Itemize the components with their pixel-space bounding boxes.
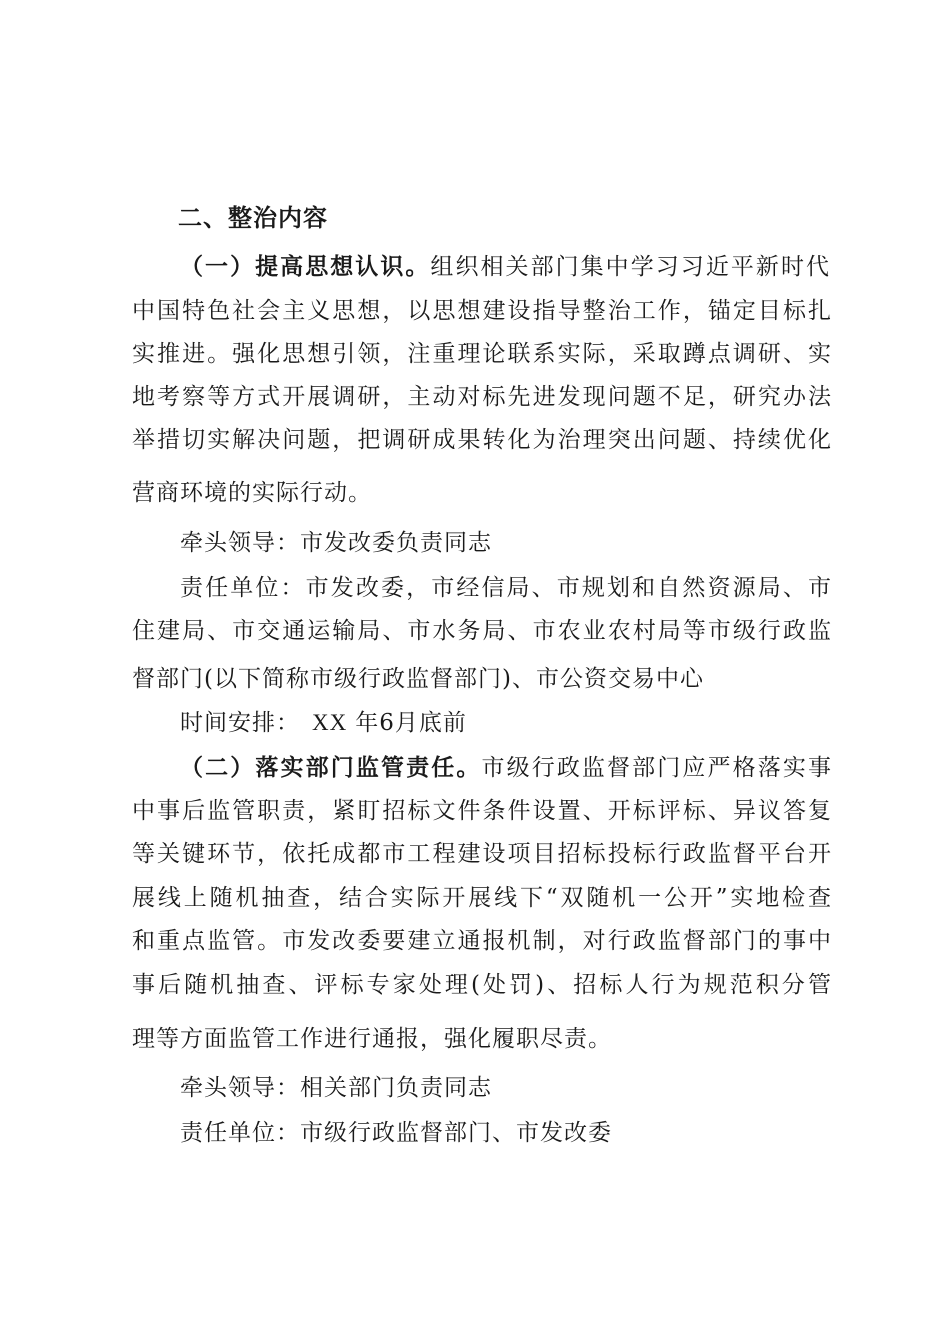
schedule-year: XX [312,710,348,735]
item1-responsible-line: 责任单位：市发改委，市经信局、市规划和自然资源局、市 [180,575,832,601]
item2-first-line [180,753,832,783]
item2-line: 事后随机抽查、评标专家处理(处罚)、招标人行为规范积分管 [132,972,832,998]
item2-responsible: 责任单位：市级行政监督部门、市发改委 [180,1120,612,1146]
item1-line: 举措切实解决问题，把调研成果转化为治理突出问题、持续优化 [132,427,832,453]
item1-line: 地考察等方式开展调研，主动对标先进发现问题不足，研究办法 [132,384,832,410]
item2-line: 展线上随机抽查，结合实际开展线下“双随机一公开”实地检查 [132,885,832,911]
item2-lead-leader: 牵头领导：相关部门负责同志 [180,1075,492,1101]
item2-lead: （二）落实部门监管责任。 [180,755,482,781]
schedule-label: 时间安排： [180,710,300,736]
item2-line: 中事后监管职责，紧盯招标文件条件设置、开标评标、异议答复 [132,798,832,824]
section-heading: 二、整治内容 [178,204,328,232]
item1-lead-leader: 牵头领导：市发改委负责同志 [180,530,492,556]
item1-first-line [180,252,830,282]
item1-responsible-line: 督部门(以下简称市级行政监督部门)、市公资交易中心 [132,666,704,692]
schedule-value: 年6月底前 [355,710,467,736]
item2-line: 和重点监管。市发改委要建立通报机制，对行政监督部门的事中 [132,928,832,954]
item2-first-line-text: 市级行政监督部门应严格落实事 [481,755,833,781]
item1-lead: （一）提高思想认识。 [180,254,431,280]
item1-schedule [180,708,880,738]
item1-line: 营商环境的实际行动。 [132,480,372,506]
item1-first-line-text: 组织相关部门集中学习习近平新时代 [430,254,831,280]
item2-line: 等关键环节，依托成都市工程建设项目招标投标行政监督平台开 [132,841,832,867]
item2-line: 理等方面监管工作进行通报，强化履职尽责。 [132,1026,612,1052]
item1-line: 中国特色社会主义思想，以思想建设指导整治工作，锚定目标扎 [132,298,832,324]
item1-line: 实推进。强化思想引领，注重理论联系实际，采取蹲点调研、实 [132,341,832,367]
item1-responsible-line: 住建局、市交通运输局、市水务局、市农业农村局等市级行政监 [132,618,832,644]
